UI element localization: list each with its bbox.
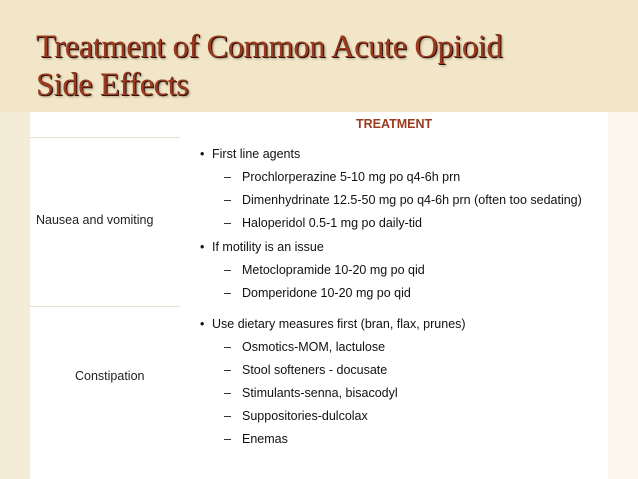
drug-item: Enemas [242,432,288,446]
left-margin-box [0,112,30,479]
list-item [224,169,582,185]
drug-item: Domperidone 10-20 mg po qid [242,286,411,300]
drug-item: Osmotics-MOM, lactulose [242,340,386,354]
list-item [224,339,466,355]
list-item [200,239,582,301]
bullet-icon: • [200,240,205,254]
dash-icon: – [224,216,231,230]
list-item [224,408,466,424]
nausea-treatment-list [200,146,582,301]
bullet-icon: • [200,147,205,161]
group-heading: If motility is an issue [212,240,324,254]
constipation-treatment-list [200,316,466,447]
dash-icon: – [224,170,231,184]
list-item [200,316,466,447]
dash-icon: – [224,286,231,300]
list-item [224,262,582,278]
list-item [224,215,582,231]
list-item [200,146,582,231]
list-item [224,192,582,208]
dash-icon: – [224,386,231,400]
drug-item: Suppositories-dulcolax [242,409,368,423]
dash-icon: – [224,263,231,277]
list-item [224,385,466,401]
slide-title [36,28,502,104]
list-item [224,431,466,447]
slide-title-line2: Side Effects [36,67,189,103]
list-item [224,285,582,301]
row-divider [30,137,180,138]
dash-icon: – [224,432,231,446]
dash-icon: – [224,193,231,207]
group-heading: Use dietary measures first (bran, flax, prunes) [212,317,466,331]
dash-icon: – [224,409,231,423]
bullet-icon: • [200,317,205,331]
treatment-column-header: TREATMENT [356,117,433,131]
list-item [224,362,466,378]
group-heading: First line agents [212,147,301,161]
drug-item: Prochlorperazine 5-10 mg po q4-6h prn [242,170,461,184]
drug-item: Metoclopramide 10-20 mg po qid [242,263,425,277]
drug-item: Haloperidol 0.5-1 mg po daily-tid [242,216,422,230]
condition-nausea-vomiting: Nausea and vomiting [36,213,154,227]
drug-item: Stool softeners - docusate [242,363,388,377]
slide-title-line1: Treatment of Common Acute Opioid [36,29,503,65]
dash-icon: – [224,340,231,354]
row-divider [30,306,180,307]
drug-item: Dimenhydrinate 12.5-50 mg po q4-6h prn (often too sedating) [242,193,582,207]
drug-item: Stimulants-senna, bisacodyl [242,386,398,400]
condition-constipation: Constipation [75,369,145,383]
dash-icon: – [224,363,231,377]
